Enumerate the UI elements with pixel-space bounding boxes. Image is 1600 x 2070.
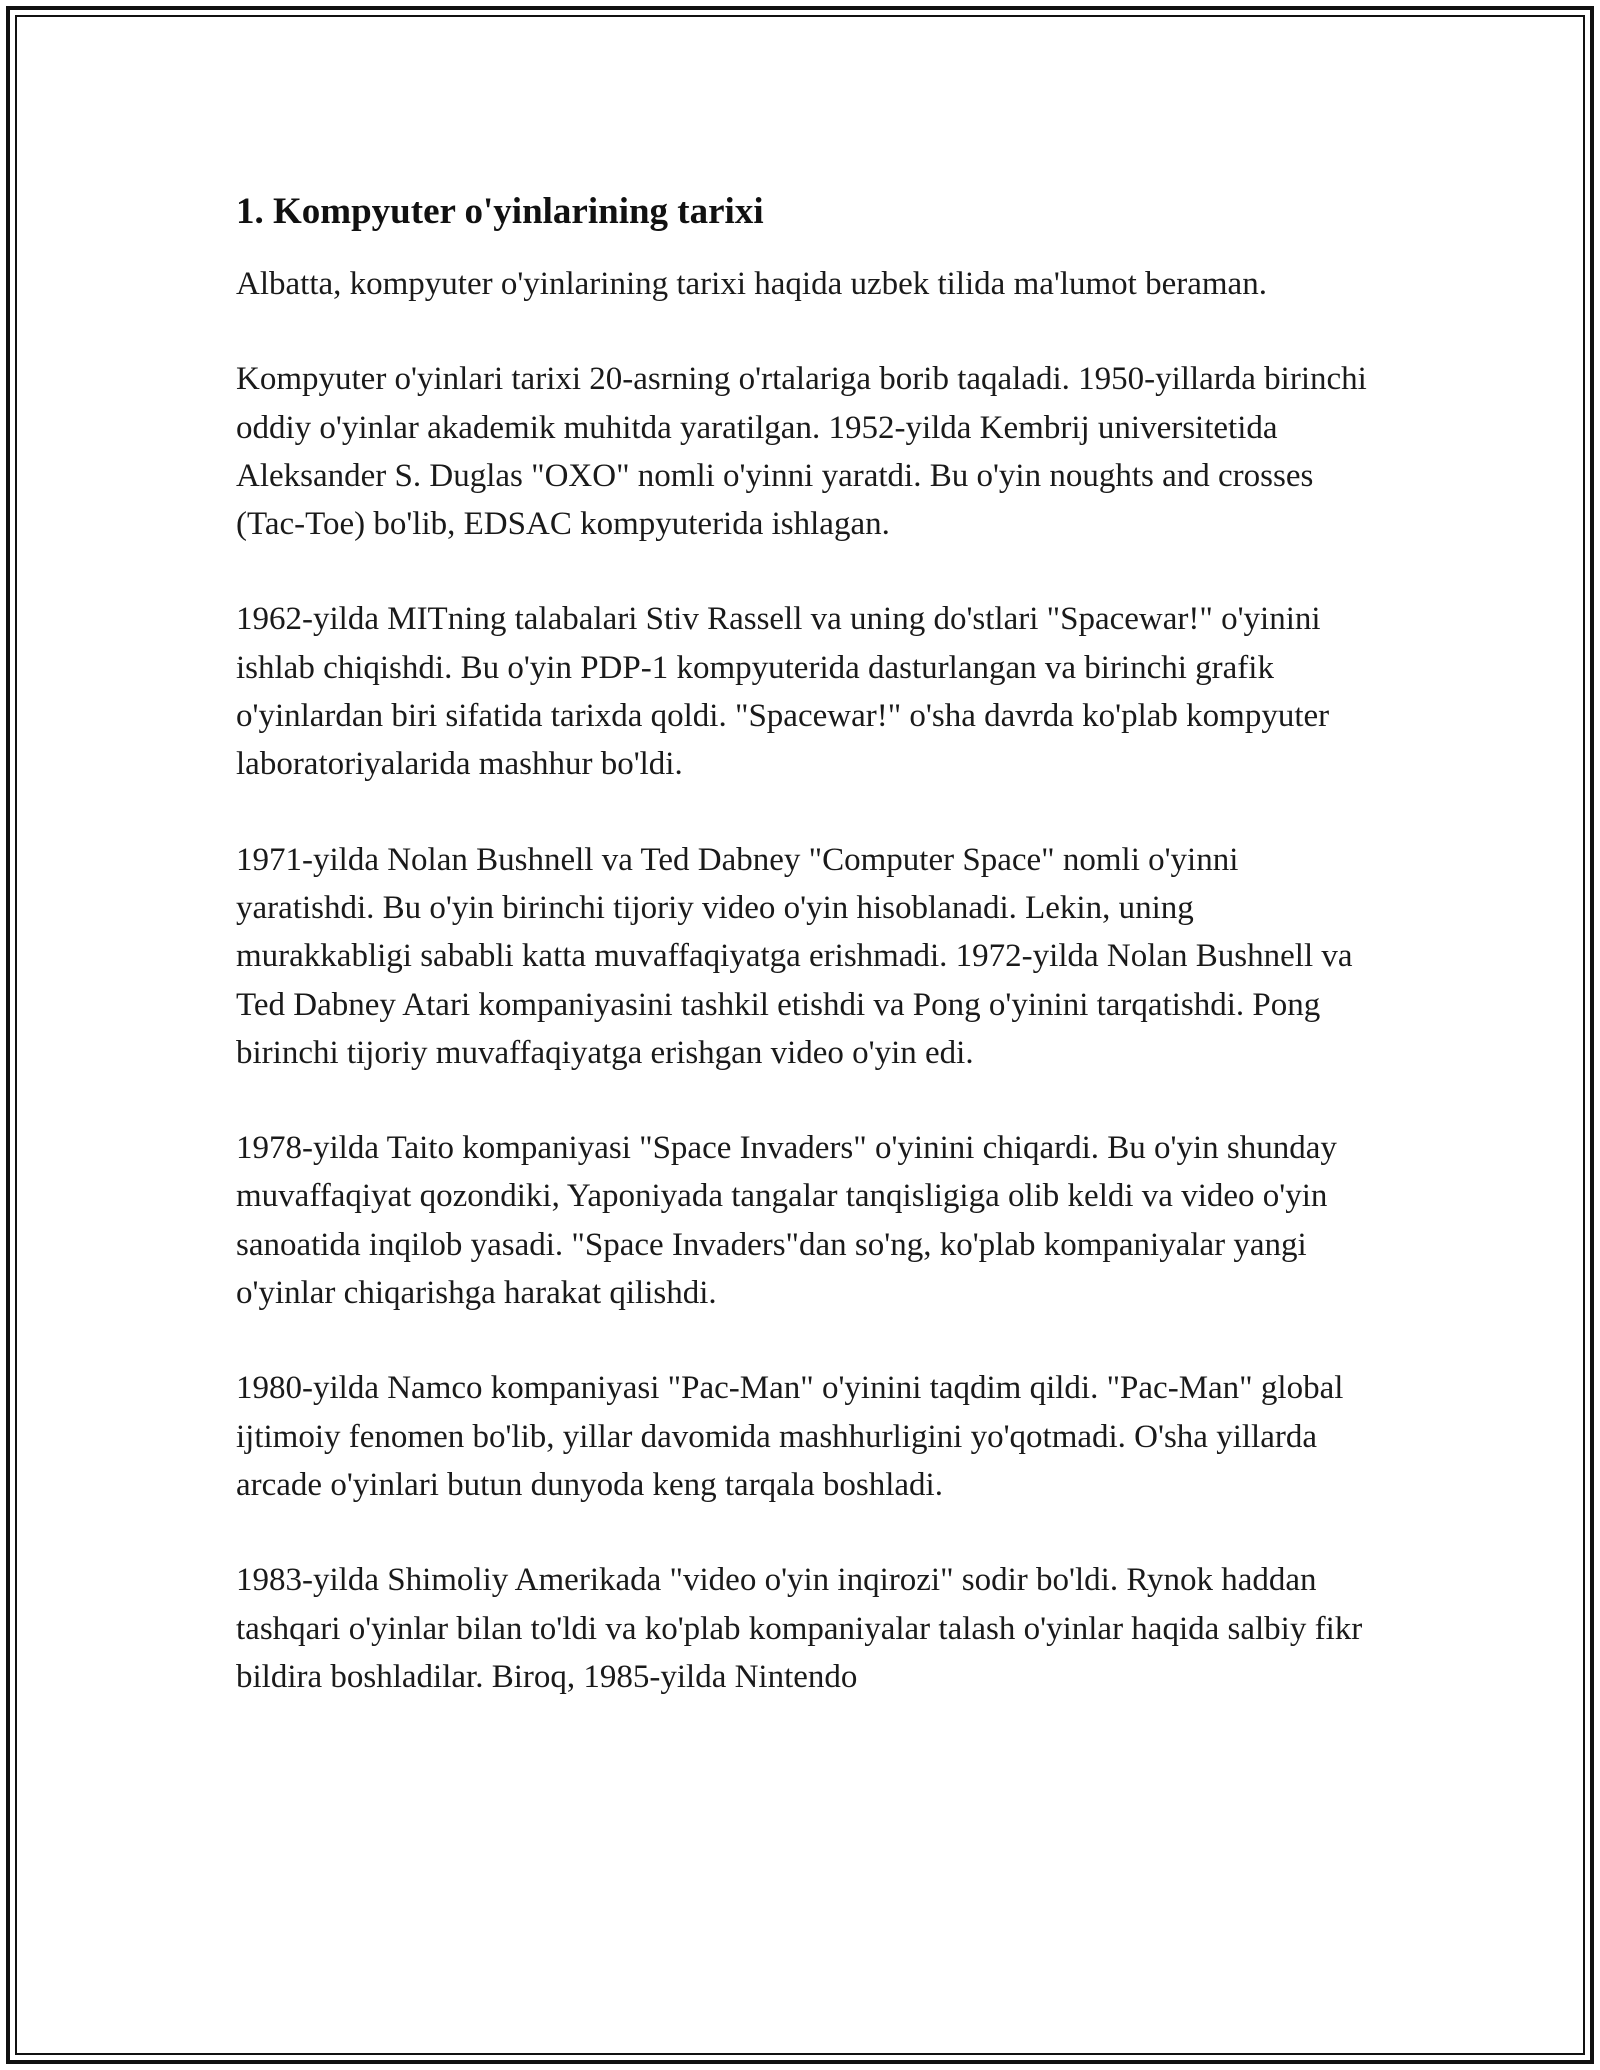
- paragraph-1980: 1980-yilda Namco kompaniyasi "Pac-Man" o'yinini taqdim qildi. "Pac-Man" global ijtimoiy fenomen bo'lib, yillar davomida mashhurligini yo'qotmadi. O'sha yillarda arcade o'yinlari butun dunyoda keng tarqala boshladi.: [236, 1370, 1344, 1503]
- document-body: [236, 186, 1376, 1748]
- paragraph-1978: 1978-yilda Taito kompaniyasi "Space Invaders" o'yinini chiqardi. Bu o'yin shunday muvaffaqiyat qozondiki, Yaponiyada tangalar tanqisligiga olib keldi va video o'yin sanoatida inqilob yasadi. "Space Invaders"dan so'ng, ko'plab kompaniyalar yangi o'yinlar chiqarishga harakat qilishdi.: [236, 1130, 1337, 1312]
- paragraph-1983: 1983-yilda Shimoliy Amerikada "video o'yin inqirozi" sodir bo'ldi. Rynok haddan tashqari o'yinlar bilan to'ldi va ko'plab kompaniyalar talash o'yinlar haqida salbiy fikr bildira boshladilar. Biroq, 1985-yilda Nintendo: [236, 1562, 1363, 1695]
- paragraph-1962: 1962-yilda MITning talabalari Stiv Rassell va uning do'stlari "Spacewar!" o'yinini ishlab chiqishdi. Bu o'yin PDP-1 kompyuterida dasturlangan va birinchi grafik o'yinlardan biri sifatida tarixda qoldi. "Spacewar!" o'sha davrda ko'plab kompyuter laboratoriyalarida mashhur bo'ldi.: [236, 601, 1330, 783]
- section-heading: 1. Kompyuter o'yinlarining tarixi: [236, 191, 764, 232]
- paragraph-1971: 1971-yilda Nolan Bushnell va Ted Dabney "Computer Space" nomli o'yinni yaratishdi. Bu o'yin birinchi tijoriy video o'yin hisoblanadi. Lekin, uning murakkabligi sababli katta muvaffaqiyatga erishmadi. 1972-yilda Nolan Bushnell va Ted Dabney Atari kompaniyasini tashkil etishdi va Pong o'yinini tarqatishdi. Pong birinchi tijoriy muvaffaqiyatga erishgan video o'yin edi.: [236, 841, 1353, 1071]
- paragraph-1950s: Kompyuter o'yinlari tarixi 20-asrning o'rtalariga borib taqaladi. 1950-yillarda birinchi oddiy o'yinlar akademik muhitda yaratilgan. 1952-yilda Kembrij universitetida Aleksander S. Duglas "OXO" nomli o'yinni yaratdi. Bu o'yin noughts and crosses (Tac-Toe) bo'lib, EDSAC kompyuterida ishlagan.: [236, 361, 1367, 543]
- paragraph-intro: Albatta, kompyuter o'yinlarining tarixi haqida uzbek tilida ma'lumot beraman.: [236, 266, 1267, 302]
